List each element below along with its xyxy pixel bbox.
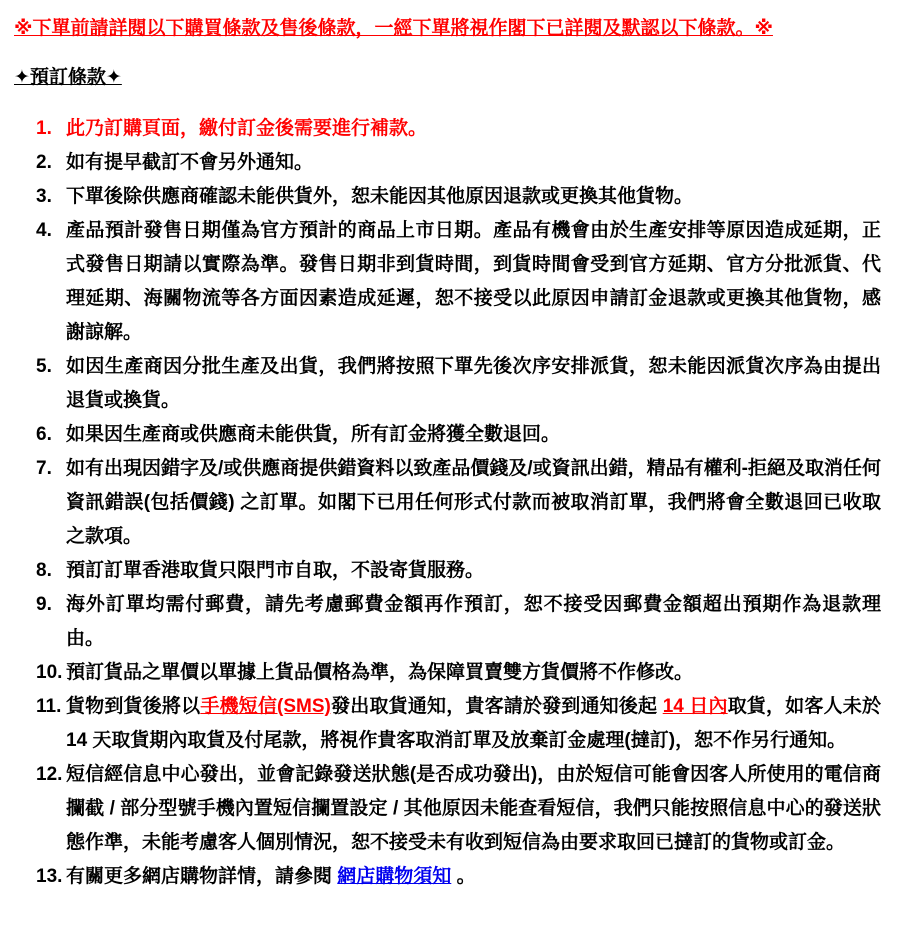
term-number: 4. bbox=[36, 220, 52, 241]
term-number: 6. bbox=[36, 424, 52, 445]
term-text bbox=[66, 554, 881, 588]
term-number: 2. bbox=[36, 152, 52, 173]
term-item bbox=[14, 146, 881, 180]
term-text bbox=[66, 146, 881, 180]
term-segment: 如因生產商因分批生產及出貨，我們將按照下單先後次序安排派貨，恕未能因派貨次序為由提出退貨或換貨。 bbox=[66, 356, 881, 411]
term-segment: 取貨，如客人未於 14 天取貨期內取貨及付尾款，將視作貴客取消訂單及放棄訂金處理(撻訂)，恕不作另行通知。 bbox=[66, 696, 881, 751]
term-text bbox=[66, 180, 881, 214]
term-text bbox=[66, 418, 881, 452]
term-segment: 如有出現因錯字及/或供應商提供錯資料以致產品價錢及/或資訊出錯，精品有權利-拒絕及取消任何資訊錯誤(包括價錢) 之訂單。如閣下已用任何形式付款而被取消訂單，我們將會全數退回已收取之款項。 bbox=[66, 458, 881, 547]
term-number: 11. bbox=[36, 696, 62, 717]
term-number: 12. bbox=[36, 764, 63, 785]
term-text bbox=[66, 656, 881, 690]
term-number: 3. bbox=[36, 186, 52, 207]
term-text bbox=[66, 350, 881, 418]
term-segment: 預訂訂單香港取貨只限門市自取，不設寄貨服務。 bbox=[66, 560, 485, 581]
term-item bbox=[14, 656, 881, 690]
term-text bbox=[66, 112, 881, 146]
term-number: 10. bbox=[36, 662, 63, 683]
term-number: 8. bbox=[36, 560, 52, 581]
term-item bbox=[14, 350, 881, 418]
term-item bbox=[14, 690, 881, 758]
terms-list bbox=[14, 112, 881, 894]
term-segment: 短信經信息中心發出，並會記錄發送狀態(是否成功發出)，由於短信可能會因客人所使用的電信商攔截 / 部分型號手機內置短信攔置設定 / 其他原因未能查看短信，我們只能按照信息中心的發送狀態作準，未能考慮客人個別情況，恕不接受未有收到短信為由要求取回已撻訂的貨物或訂金。 bbox=[66, 764, 881, 853]
purchase-terms-notice: ※下單前請詳閱以下購買條款及售後條款，一經下單將視作閣下已詳閱及默認以下條款。※ bbox=[14, 18, 773, 39]
term-item bbox=[14, 214, 881, 350]
term-item bbox=[14, 860, 881, 894]
term-segment: 如果因生產商或供應商未能供貨，所有訂金將獲全數退回。 bbox=[66, 424, 561, 445]
term-item bbox=[14, 180, 881, 214]
term-item bbox=[14, 418, 881, 452]
term-text bbox=[66, 860, 881, 894]
pickup-deadline-emphasis: 14 日內 bbox=[662, 696, 728, 717]
term-text bbox=[66, 588, 881, 656]
term-text bbox=[66, 452, 881, 554]
store-shopping-guide-link[interactable]: 網店購物須知 bbox=[337, 866, 452, 887]
term-segment: 預訂貨品之單價以單據上貨品價格為準，為保障買賣雙方貨價將不作修改。 bbox=[66, 662, 694, 683]
term-segment: 海外訂單均需付郵費，請先考慮郵費金額再作預訂，恕不接受因郵費金額超出預期作為退款理由。 bbox=[66, 594, 881, 649]
term-number: 1. bbox=[36, 118, 52, 139]
term-segment: 產品預計發售日期僅為官方預計的商品上市日期。產品有機會由於生產安排等原因造成延期，正式發售日期請以實際為準。發售日期非到貨時間，到貨時間會受到官方延期、官方分批派貨、代理延期、海關物流等各方面因素造成延遲，恕不接受以此原因申請訂金退款或更換其他貨物，感謝諒解。 bbox=[66, 220, 881, 343]
term-segment: 有關更多網店購物詳情，請參閱 bbox=[66, 866, 338, 887]
term-number: 13. bbox=[36, 866, 63, 887]
term-item bbox=[14, 554, 881, 588]
preorder-terms-heading: ✦預訂條款✦ bbox=[14, 67, 122, 88]
term-item bbox=[14, 588, 881, 656]
term-text bbox=[66, 758, 881, 860]
term-item bbox=[14, 452, 881, 554]
term-text bbox=[66, 690, 881, 758]
term-text bbox=[66, 214, 881, 350]
term-item bbox=[14, 758, 881, 860]
term-segment: 。 bbox=[451, 866, 476, 887]
term-number: 9. bbox=[36, 594, 52, 615]
term-segment: 下單後除供應商確認未能供貨外，恕未能因其他原因退款或更換其他貨物。 bbox=[66, 186, 694, 207]
term-item bbox=[14, 112, 881, 146]
term-segment: 發出取貨通知，貴客請於發到通知後起 bbox=[330, 696, 663, 717]
term-number: 5. bbox=[36, 356, 52, 377]
sms-emphasis: 手機短信(SMS) bbox=[200, 696, 331, 717]
term-segment: 如有提早截訂不會另外通知。 bbox=[66, 152, 314, 173]
term-number: 7. bbox=[36, 458, 52, 479]
term-segment: 此乃訂購頁面，繳付訂金後需要進行補款。 bbox=[66, 118, 428, 139]
term-segment: 貨物到貨後將以 bbox=[66, 696, 201, 717]
